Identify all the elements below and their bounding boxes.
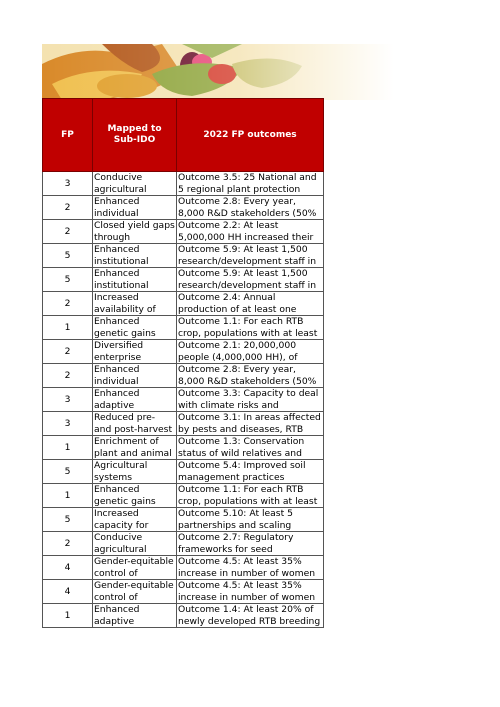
cell-sub-ido (93, 412, 177, 436)
cell-outcome-text: Outcome 5.9: At least 1,500 research/development staff in (178, 268, 317, 291)
cell-fp (43, 556, 93, 580)
cell-outcome (177, 244, 324, 268)
cell-fp (43, 316, 93, 340)
cell-sub-ido (93, 556, 177, 580)
cell-sub-ido-text: Enhanced adaptive (94, 388, 140, 411)
table-header-row (43, 99, 324, 172)
cell-sub-ido (93, 316, 177, 340)
cell-outcome (177, 268, 324, 292)
cell-fp (43, 340, 93, 364)
table-row (43, 292, 324, 316)
cell-outcome-text: Outcome 2.1: 20,000,000 people (4,000,000 HH), of (178, 340, 298, 363)
cell-sub-ido (93, 580, 177, 604)
cell-fp-text: 5 (64, 273, 71, 285)
cell-sub-ido-text: Enhanced adaptive (94, 604, 140, 627)
cell-fp (43, 172, 93, 196)
table-row (43, 556, 324, 580)
cell-sub-ido (93, 604, 177, 628)
cell-outcome (177, 556, 324, 580)
outcomes-table (42, 98, 324, 628)
cell-sub-ido-text: Enhanced institutional (94, 268, 149, 291)
cell-outcome (177, 460, 324, 484)
cell-outcome-text: Outcome 2.7: Regulatory frameworks for seed (178, 532, 294, 555)
cell-fp (43, 364, 93, 388)
cell-sub-ido (93, 460, 177, 484)
cell-outcome (177, 484, 324, 508)
cell-sub-ido-text: Conducive agricultural (94, 172, 147, 195)
cell-fp (43, 220, 93, 244)
cell-outcome-text: Outcome 2.8: Every year, 8,000 R&D stakeholders (50% (178, 364, 317, 387)
cell-fp-text: 1 (64, 489, 71, 501)
cell-fp (43, 460, 93, 484)
cell-fp (43, 604, 93, 628)
table-row (43, 508, 324, 532)
cell-outcome-text: Outcome 3.3: Capacity to deal with climate risks and (178, 388, 319, 411)
cell-outcome-text: Outcome 3.1: In areas affected by pests and diseases, RTB (178, 412, 321, 435)
cell-fp (43, 244, 93, 268)
cell-fp (43, 388, 93, 412)
cell-sub-ido (93, 220, 177, 244)
cell-sub-ido (93, 508, 177, 532)
cell-fp (43, 532, 93, 556)
cell-sub-ido-text: Enhanced institutional (94, 244, 149, 267)
cell-outcome (177, 364, 324, 388)
table-row (43, 340, 324, 364)
cell-fp-text: 5 (64, 513, 71, 525)
cell-fp (43, 484, 93, 508)
table-row (43, 388, 324, 412)
cell-outcome-text: Outcome 5.4: Improved soil management practices (178, 460, 306, 483)
cell-outcome-text: Outcome 2.4: Annual production of at least one (178, 292, 297, 315)
table-row (43, 484, 324, 508)
cell-outcome-text: Outcome 1.1: For each RTB crop, populations with at least (178, 316, 318, 339)
cell-sub-ido-text: Gender-equitable control of (94, 580, 174, 603)
cell-fp (43, 268, 93, 292)
cell-outcome-text: Outcome 1.3: Conservation status of wild relatives and (178, 436, 305, 459)
produce-banner-image (42, 44, 394, 100)
cell-sub-ido-text: Gender-equitable control of (94, 556, 174, 579)
cell-fp (43, 436, 93, 460)
cell-sub-ido-text: Enhanced individual (94, 364, 140, 387)
table-row (43, 412, 324, 436)
cell-fp-text: 2 (64, 369, 71, 381)
table-row (43, 220, 324, 244)
cell-outcome (177, 436, 324, 460)
cell-outcome (177, 220, 324, 244)
table-row (43, 268, 324, 292)
cell-sub-ido (93, 388, 177, 412)
cell-fp (43, 508, 93, 532)
cell-sub-ido (93, 340, 177, 364)
table-row (43, 532, 324, 556)
cell-fp (43, 292, 93, 316)
table-row (43, 604, 324, 628)
cell-outcome-text: Outcome 2.2: At least 5,000,000 HH increased their (178, 220, 314, 243)
cell-outcome (177, 196, 324, 220)
cell-sub-ido (93, 196, 177, 220)
cell-fp-text: 4 (64, 585, 71, 597)
cell-fp-text: 5 (64, 249, 71, 261)
cell-sub-ido (93, 436, 177, 460)
cell-outcome-text: Outcome 1.4: At least 20% of newly developed RTB breeding (178, 604, 321, 627)
table-row (43, 196, 324, 220)
cell-fp-text: 3 (64, 417, 71, 429)
cell-sub-ido (93, 244, 177, 268)
table-row (43, 172, 324, 196)
table-row (43, 580, 324, 604)
header-outcomes: 2022 FP outcomes (177, 99, 324, 172)
cell-outcome (177, 412, 324, 436)
cell-outcome (177, 388, 324, 412)
cell-fp-text: 2 (64, 537, 71, 549)
header-fp: FP (43, 99, 93, 172)
cell-outcome-text: Outcome 4.5: At least 35% increase in number of women (178, 556, 316, 579)
produce-banner-graphic (42, 44, 394, 100)
table-row (43, 436, 324, 460)
cell-outcome-text: Outcome 1.1: For each RTB crop, populations with at least (178, 484, 318, 507)
cell-fp-text: 4 (64, 561, 71, 573)
header-sub-ido: Mapped to Sub-IDO (93, 99, 177, 172)
cell-fp-text: 3 (64, 177, 71, 189)
cell-sub-ido-text: Agricultural systems (94, 460, 148, 483)
cell-sub-ido (93, 292, 177, 316)
table-row (43, 244, 324, 268)
cell-outcome (177, 172, 324, 196)
cell-sub-ido-text: Enhanced individual (94, 196, 140, 219)
cell-sub-ido (93, 172, 177, 196)
cell-sub-ido-text: Conducive agricultural (94, 532, 147, 555)
cell-outcome (177, 508, 324, 532)
cell-sub-ido-text: Increased capacity for (94, 508, 149, 531)
cell-outcome-text: Outcome 5.10: At least 5 partnerships and scaling (178, 508, 293, 531)
cell-outcome (177, 340, 324, 364)
cell-fp (43, 580, 93, 604)
cell-fp-text: 1 (64, 441, 71, 453)
cell-sub-ido-text: Increased availability of (94, 292, 156, 315)
cell-sub-ido (93, 364, 177, 388)
table-row (43, 460, 324, 484)
cell-fp-text: 2 (64, 225, 71, 237)
cell-sub-ido-text: Enhanced genetic gains (94, 316, 156, 339)
cell-fp-text: 5 (64, 465, 71, 477)
cell-outcome (177, 532, 324, 556)
cell-fp-text: 2 (64, 345, 71, 357)
cell-fp-text: 3 (64, 393, 71, 405)
cell-fp-text: 1 (64, 609, 71, 621)
cell-sub-ido-text: Diversified enterprise (94, 340, 144, 363)
cell-sub-ido (93, 532, 177, 556)
table-row (43, 316, 324, 340)
cell-outcome-text: Outcome 3.5: 25 National and 5 regional plant protection (178, 172, 317, 195)
cell-outcome-text: Outcome 4.5: At least 35% increase in number of women (178, 580, 316, 603)
cell-outcome-text: Outcome 5.9: At least 1,500 research/development staff in (178, 244, 317, 267)
cell-outcome (177, 292, 324, 316)
table-row (43, 364, 324, 388)
cell-outcome (177, 604, 324, 628)
cell-fp-text: 1 (64, 321, 71, 333)
cell-fp (43, 196, 93, 220)
cell-sub-ido-text: Closed yield gaps through (94, 220, 175, 243)
cell-fp-text: 2 (64, 201, 71, 213)
cell-outcome (177, 580, 324, 604)
cell-outcome-text: Outcome 2.8: Every year, 8,000 R&D stakeholders (50% (178, 196, 317, 219)
table-body (43, 172, 324, 628)
cell-sub-ido-text: Enrichment of plant and animal (94, 436, 172, 459)
cell-sub-ido (93, 484, 177, 508)
cell-sub-ido (93, 268, 177, 292)
cell-sub-ido-text: Reduced pre- and post-harvest (94, 412, 173, 435)
cell-sub-ido-text: Enhanced genetic gains (94, 484, 156, 507)
cell-outcome (177, 316, 324, 340)
cell-fp-text: 2 (64, 297, 71, 309)
cell-fp (43, 412, 93, 436)
